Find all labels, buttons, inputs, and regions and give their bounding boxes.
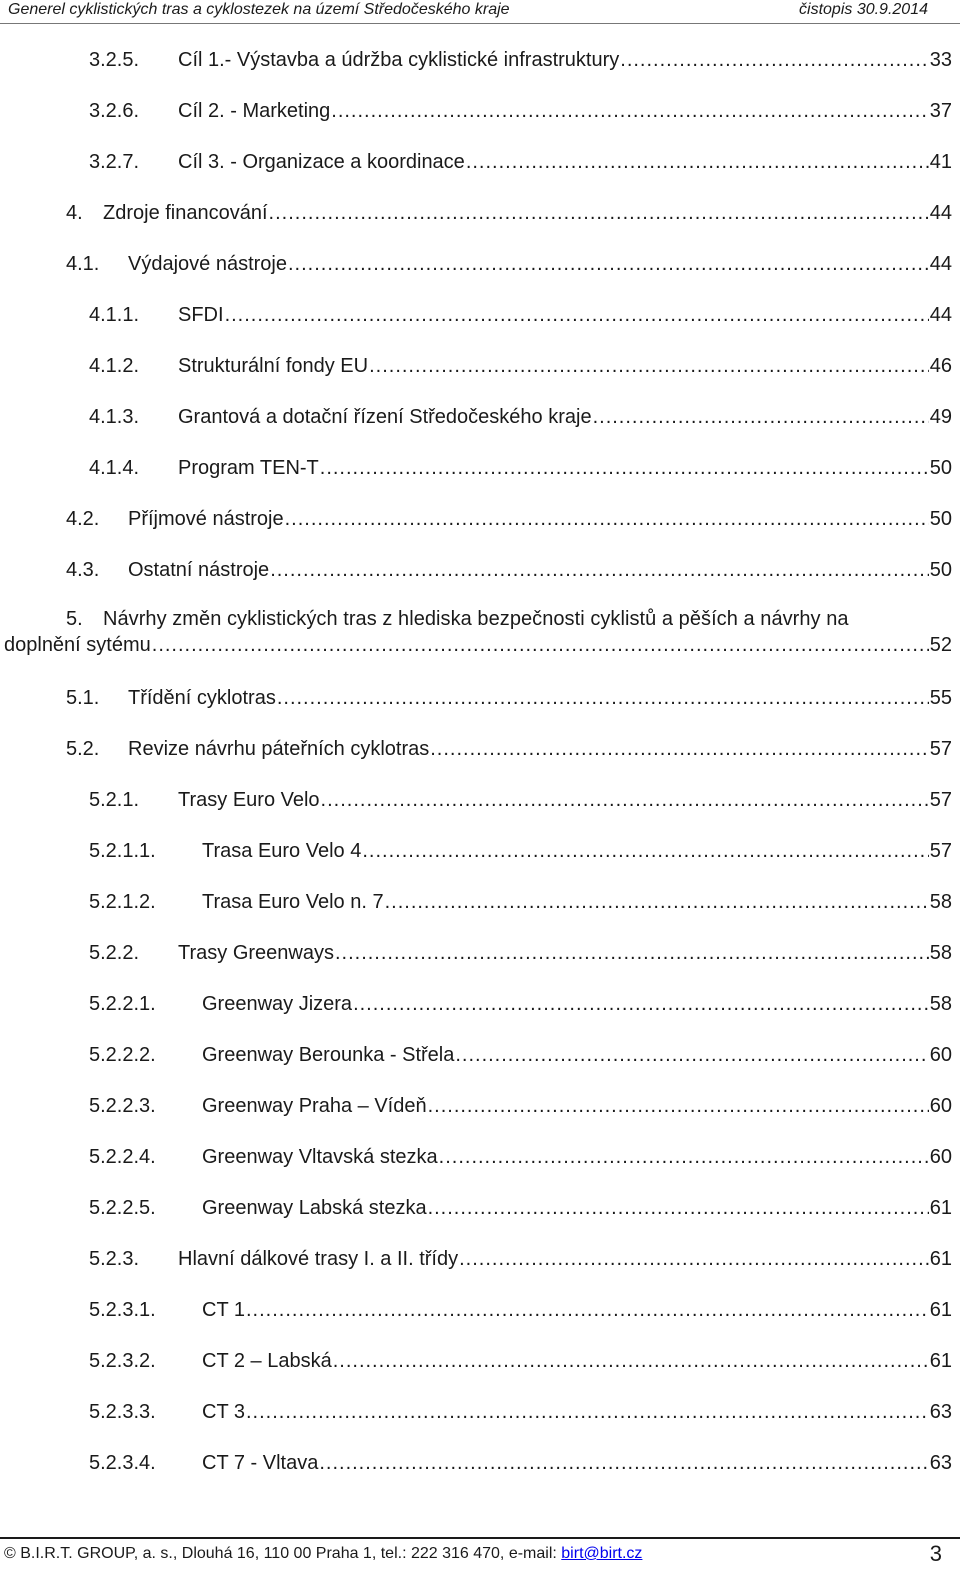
toc-entry-page: 58 <box>929 942 952 964</box>
toc-entry-5-2-3[interactable] <box>89 1246 952 1272</box>
toc-entry-page: 58 <box>929 891 952 913</box>
toc-entry-number: 3.2.5. <box>89 49 140 71</box>
toc-entry-page: 55 <box>929 687 952 709</box>
toc-dot-leader <box>455 1042 928 1068</box>
toc-entry-title-continued: doplnění sytému <box>4 634 151 656</box>
toc-dot-leader <box>353 991 929 1017</box>
toc-entry-title: CT 7 - Vltava <box>202 1452 319 1474</box>
toc-entry-title: CT 3 <box>202 1401 245 1423</box>
toc-dot-leader <box>320 455 929 481</box>
toc-entry-number: 5.2.3.1. <box>89 1299 156 1321</box>
toc-entry-page: 50 <box>929 457 952 479</box>
toc-entry-5-2-2-3[interactable] <box>89 1093 952 1119</box>
toc-dot-leader <box>246 1399 929 1425</box>
toc-entry-title: Hlavní dálkové trasy I. a II. třídy <box>178 1248 459 1270</box>
toc-entry-number: 3.2.6. <box>89 100 140 122</box>
toc-dot-leader <box>277 685 929 711</box>
toc-entry-number: 5.2.2.1. <box>89 993 156 1015</box>
toc-dot-leader <box>620 47 928 73</box>
toc-entry-4[interactable] <box>66 200 952 226</box>
toc-entry-number: 5.2.1.2. <box>89 891 156 913</box>
toc-entry-title: Cíl 2. - Marketing <box>178 100 331 122</box>
toc-dot-leader <box>285 506 929 532</box>
document-title: Generel cyklistických tras a cyklostezek na území Středočeského kraje <box>8 1 510 18</box>
toc-dot-leader <box>270 557 929 583</box>
toc-entry-5-2-3-2[interactable] <box>89 1348 952 1374</box>
toc-entry-page: 61 <box>929 1299 952 1321</box>
toc-entry-number: 5.2.3.3. <box>89 1401 156 1423</box>
toc-entry-page: 50 <box>929 559 952 581</box>
toc-dot-leader <box>430 736 929 762</box>
toc-entry-page: 61 <box>929 1350 952 1372</box>
toc-dot-leader <box>459 1246 929 1272</box>
toc-entry-5-2[interactable] <box>66 736 952 762</box>
toc-entry-page: 60 <box>929 1146 952 1168</box>
document-version: čistopis 30.9.2014 <box>799 1 928 18</box>
toc-entry-4-1-4[interactable] <box>89 455 952 481</box>
toc-entry-page: 60 <box>929 1044 952 1066</box>
toc-entry-title: Ostatní nástroje <box>128 559 270 581</box>
toc-dot-leader <box>466 149 929 175</box>
toc-entry-title: Grantová a dotační řízení Středočeského kraje <box>178 406 592 428</box>
toc-entry-title: Greenway Berounka - Střela <box>202 1044 455 1066</box>
toc-entry-number: 4.1.2. <box>89 355 140 377</box>
toc-entry-page: 44 <box>929 253 952 275</box>
toc-entry-page: 63 <box>929 1452 952 1474</box>
toc-entry-page: 44 <box>929 202 952 224</box>
toc-entry-title: Výdajové nástroje <box>128 253 287 275</box>
toc-entry-number: 5.2.2.2. <box>89 1044 156 1066</box>
toc-entry-number: 5. <box>66 608 83 630</box>
toc-entry-4-1-3[interactable] <box>89 404 952 430</box>
toc-dot-leader <box>269 200 929 226</box>
toc-entry-number: 5.2.1. <box>89 789 140 811</box>
toc-entry-3-2-7[interactable] <box>89 149 952 175</box>
toc-entry-number: 5.2. <box>66 738 100 760</box>
toc-entry-number: 5.2.2. <box>89 942 140 964</box>
toc-dot-leader <box>428 1093 929 1119</box>
toc-entry-5-2-2-5[interactable] <box>89 1195 952 1221</box>
toc-entry-number: 4.1. <box>66 253 100 275</box>
page-footer <box>0 1537 960 1569</box>
toc-dot-leader <box>225 302 929 328</box>
toc-entry-title: CT 2 – Labská <box>202 1350 332 1372</box>
toc-dot-leader <box>333 1348 929 1374</box>
toc-dot-leader <box>319 1450 928 1476</box>
footer-contact-text: © B.I.R.T. GROUP, a. s., Dlouhá 16, 110 00 Praha 1, tel.: 222 316 470, e-mail: <box>4 1545 562 1562</box>
toc-dot-leader <box>362 838 928 864</box>
toc-dot-leader <box>335 940 929 966</box>
toc-entry-title: Cíl 3. - Organizace a koordinace <box>178 151 465 173</box>
toc-entry-page: 63 <box>929 1401 952 1423</box>
toc-entry-number: 5.2.3.4. <box>89 1452 156 1474</box>
toc-entry-title: Greenway Praha – Vídeň <box>202 1095 427 1117</box>
toc-entry-title: Trasa Euro Velo n. 7 <box>202 891 384 913</box>
toc-entry-number: 5.2.2.3. <box>89 1095 156 1117</box>
toc-dot-leader <box>288 251 929 277</box>
footer-email-link[interactable]: birt@birt.cz <box>561 1545 643 1562</box>
toc-entry-title: Strukturální fondy EU <box>178 355 369 377</box>
toc-entry-5-2-2-1[interactable] <box>89 991 952 1017</box>
toc-entry-3-2-5[interactable] <box>89 47 952 73</box>
toc-dot-leader <box>321 787 929 813</box>
toc-entry-number: 5.2.3.2. <box>89 1350 156 1372</box>
toc-entry-page: 46 <box>929 355 952 377</box>
toc-dot-leader <box>593 404 929 430</box>
toc-entry-number: 4.3. <box>66 559 100 581</box>
toc-dot-leader <box>369 353 929 379</box>
toc-entry-5-line1[interactable] <box>66 606 849 632</box>
toc-entry-title: Zdroje financování <box>103 202 268 224</box>
toc-entry-title: Třídění cyklotras <box>128 687 276 709</box>
toc-entry-number: 4.1.3. <box>89 406 140 428</box>
toc-entry-5-2-1[interactable] <box>89 787 952 813</box>
toc-entry-number: 4.2. <box>66 508 100 530</box>
footer-contact <box>4 1545 642 1563</box>
toc-entry-title: CT 1 <box>202 1299 245 1321</box>
toc-entry-4-1[interactable] <box>66 251 952 277</box>
toc-entry-page: 61 <box>929 1248 952 1270</box>
toc-entry-title: Cíl 1.- Výstavba a údržba cyklistické infrastruktury <box>178 49 620 71</box>
toc-entry-5-2-3-3[interactable] <box>89 1399 952 1425</box>
toc-entry-5-2-1-2[interactable] <box>89 889 952 915</box>
toc-entry-4-2[interactable] <box>66 506 952 532</box>
toc-entry-page: 57 <box>929 738 952 760</box>
toc-dot-leader <box>385 889 929 915</box>
toc-entry-number: 4.1.1. <box>89 304 140 326</box>
toc-entry-title: Greenway Jizera <box>202 993 353 1015</box>
toc-entry-number: 5.1. <box>66 687 100 709</box>
toc-entry-5-2-1-1[interactable] <box>89 838 952 864</box>
toc-entry-number: 5.2.2.4. <box>89 1146 156 1168</box>
toc-entry-page: 49 <box>929 406 952 428</box>
toc-entry-5-2-2[interactable] <box>89 940 952 966</box>
toc-entry-title: Příjmové nástroje <box>128 508 284 530</box>
toc-entry-page: 33 <box>929 49 952 71</box>
toc-entry-number: 4. <box>66 202 83 224</box>
toc-entry-number: 5.2.1.1. <box>89 840 156 862</box>
toc-entry-5-2-2-2[interactable] <box>89 1042 952 1068</box>
toc-dot-leader <box>331 98 928 124</box>
toc-entry-5-2-2-4[interactable] <box>89 1144 952 1170</box>
toc-entry-page: 60 <box>929 1095 952 1117</box>
toc-entry-title: Revize návrhu páteřních cyklotras <box>128 738 430 760</box>
toc-entry-title: Trasy Euro Velo <box>178 789 320 811</box>
toc-entry-page: 58 <box>929 993 952 1015</box>
toc-entry-title: Program TEN-T <box>178 457 319 479</box>
toc-entry-title: Greenway Vltavská stezka <box>202 1146 438 1168</box>
toc-entry-page: 57 <box>929 789 952 811</box>
toc-dot-leader <box>246 1297 929 1323</box>
toc-entry-page: 37 <box>929 100 952 122</box>
toc-entry-page: 44 <box>929 304 952 326</box>
toc-entry-title: Návrhy změn cyklistických tras z hlediska bezpečnosti cyklistů a pěších a návrhy na <box>103 608 849 630</box>
toc-entry-5-2-3-1[interactable] <box>89 1297 952 1323</box>
toc-entry-5-2-3-4[interactable] <box>89 1450 952 1476</box>
toc-entry-title: Trasy Greenways <box>178 942 334 964</box>
toc-entry-number: 5.2.3. <box>89 1248 140 1270</box>
toc-dot-leader <box>428 1195 929 1221</box>
toc-entry-title: Greenway Labská stezka <box>202 1197 427 1219</box>
toc-entry-page: 52 <box>929 634 952 656</box>
toc-dot-leader <box>439 1144 929 1170</box>
toc-entry-4-3[interactable] <box>66 557 952 583</box>
toc-entry-title: SFDI <box>178 304 224 326</box>
toc-entry-title: Trasa Euro Velo 4 <box>202 840 362 862</box>
toc-entry-number: 5.2.2.5. <box>89 1197 156 1219</box>
toc-entry-4-1-2[interactable] <box>89 353 952 379</box>
toc-entry-5-1[interactable] <box>66 685 952 711</box>
toc-dot-leader <box>152 632 929 658</box>
toc-entry-number: 4.1.4. <box>89 457 140 479</box>
page-number: 3 <box>929 1541 942 1566</box>
toc-entry-3-2-6[interactable] <box>89 98 952 124</box>
toc-entry-4-1-1[interactable] <box>89 302 952 328</box>
toc-entry-page: 50 <box>929 508 952 530</box>
toc-entry-5-line2[interactable] <box>4 632 952 658</box>
toc-entry-page: 61 <box>929 1197 952 1219</box>
toc-entry-page: 41 <box>929 151 952 173</box>
toc-entry-number: 3.2.7. <box>89 151 140 173</box>
toc-entry-page: 57 <box>929 840 952 862</box>
